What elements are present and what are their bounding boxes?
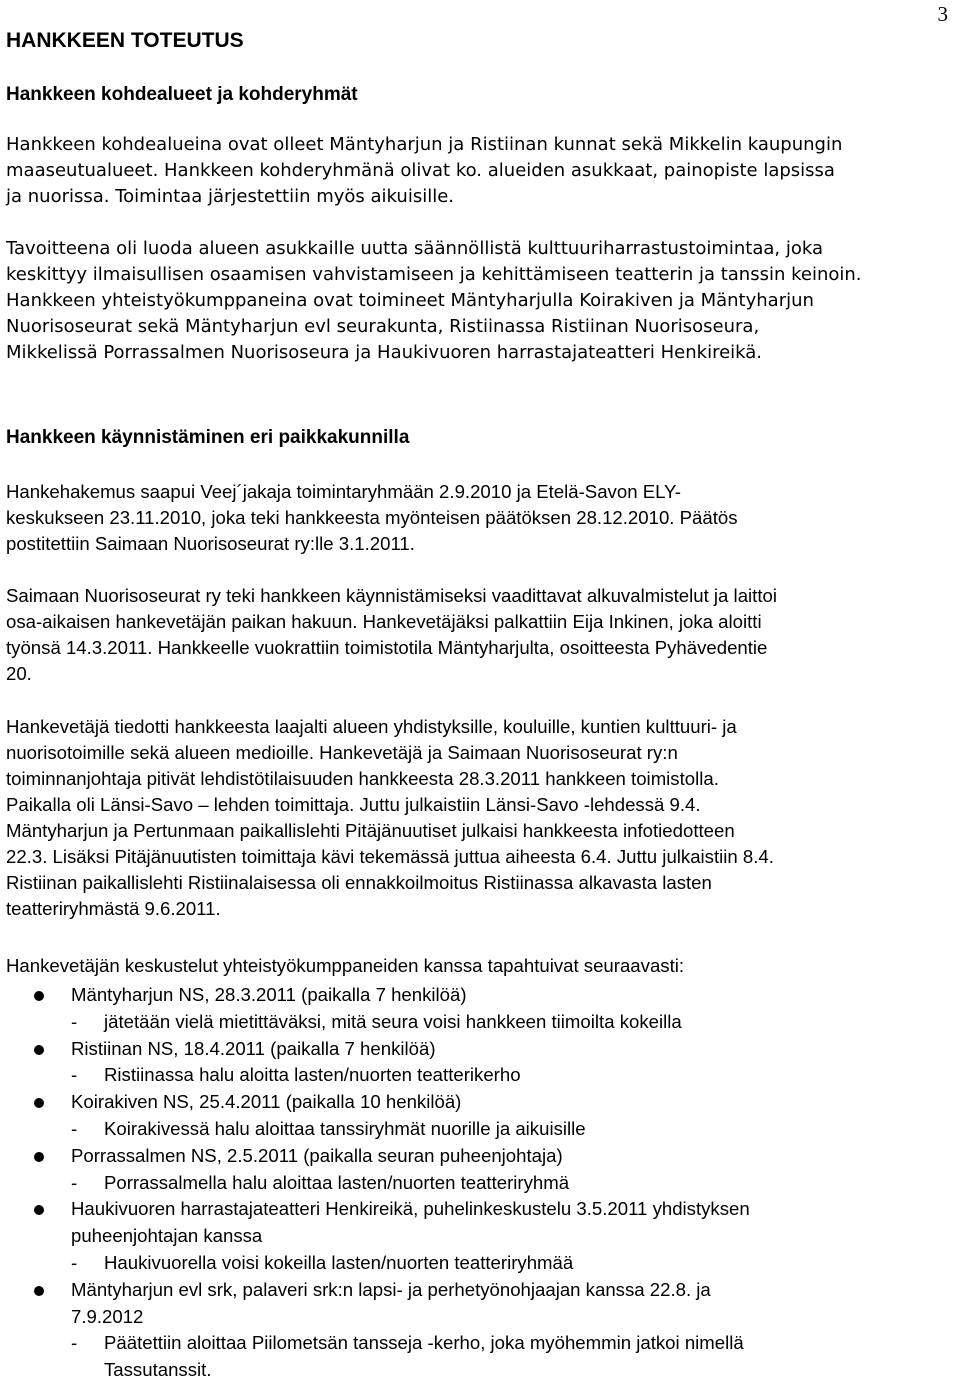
sub-text: Päätettiin aloittaa Piilometsän tansseja -kerho, joka myöhemmin jatkoi nimellä xyxy=(104,1332,744,1354)
list-item-sub xyxy=(71,1330,952,1357)
list-item xyxy=(6,1036,952,1090)
dash: - xyxy=(71,1064,78,1086)
list-item-main: Mäntyharjun evl srk, palaveri srk:n lapsi- ja perhetyönohjaajan kanssa 22.8. ja xyxy=(71,1278,711,1300)
list-item-sub xyxy=(71,1250,952,1277)
text-line: 22.3. Lisäksi Pitäjänuutisten toimittaja kävi tekemässä juttua aiheesta 6.4. Juttu julkaistiin 8.4. xyxy=(6,846,774,867)
section-heading-target-areas: Hankkeen kohdealueet ja kohderyhmät xyxy=(6,84,358,105)
text-line: 20. xyxy=(6,663,32,684)
text-line: Hankehakemus saapui Veej´jakaja toimintaryhmään 2.9.2010 ja Etelä-Savon ELY- xyxy=(6,481,681,502)
sub-text: Ristiinassa halu aloitta lasten/nuorten teatterikerho xyxy=(104,1064,521,1086)
list-item-main: Ristiinan NS, 18.4.2011 (paikalla 7 henkilöä) xyxy=(71,1037,436,1059)
text-line: nuorisotoimille sekä alueen medioille. Hankevetäjä ja Saimaan Nuorisoseurat ry:n xyxy=(6,742,678,763)
text-line: keskittyy ilmaisullisen osaamisen vahvistamiseen ja kehittämiseen teatterin ja tanssin keinoin. xyxy=(6,264,862,285)
list-item-main: Koirakiven NS, 25.4.2011 (paikalla 10 henkilöä) xyxy=(71,1091,462,1113)
list-item xyxy=(6,1277,952,1384)
bullet-icon xyxy=(34,1045,44,1055)
list-item xyxy=(6,982,952,1036)
dash: - xyxy=(71,1171,78,1193)
list-item-sub xyxy=(71,1116,952,1143)
list-item-sub xyxy=(71,1357,952,1384)
bullet-icon xyxy=(34,1286,44,1296)
bullet-icon xyxy=(34,1152,44,1162)
text-line: Tavoitteena oli luoda alueen asukkaille uutta säännöllistä kulttuuriharrastustoimintaa, joka xyxy=(6,238,824,259)
sub-text: Porrassalmella halu aloittaa lasten/nuorten teatteriryhmä xyxy=(104,1171,570,1193)
meetings-list xyxy=(6,982,952,1384)
text-line: osa-aikaisen hankevetäjän paikan hakuun. Hankevetäjäksi palkattiin Eija Inkinen, joka aloitti xyxy=(6,611,762,632)
main-heading: HANKKEEN TOTEUTUS xyxy=(6,29,244,52)
text-line: Nuorisoseurat sekä Mäntyharjun evl seurakunta, Ristiinassa Ristiinan Nuorisoseura, xyxy=(6,316,760,337)
list-item xyxy=(6,1196,952,1276)
text-line: Mäntyharjun ja Pertunmaan paikallislehti Pitäjänuutiset julkaisi hankkeesta infotiedotteen xyxy=(6,820,735,841)
paragraph-goals-partners xyxy=(6,236,952,366)
text-line: Hankkeen kohdealueina ovat olleet Mäntyharjun ja Ristiinan kunnat sekä Mikkelin kaupungin xyxy=(6,134,843,155)
page-number: 3 xyxy=(937,2,948,26)
list-item xyxy=(6,1143,952,1197)
text-line: ja nuorissa. Toimintaa järjestettiin myös aikuisille. xyxy=(6,186,454,207)
dash: - xyxy=(71,1010,78,1032)
dash: - xyxy=(71,1251,78,1273)
text-line: keskukseen 23.11.2010, joka teki hankkeesta myönteisen päätöksen 28.12.2010. Päätös xyxy=(6,507,738,528)
text-line: Hankevetäjä tiedotti hankkeesta laajalti alueen yhdistyksille, kouluille, kuntien kulttuuri- ja xyxy=(6,716,737,737)
section-heading-project-launch: Hankkeen käynnistäminen eri paikkakunnilla xyxy=(6,427,410,448)
dash: - xyxy=(71,1117,78,1139)
text-line: Saimaan Nuorisoseurat ry teki hankkeen käynnistämiseksi vaadittavat alkuvalmistelut ja laittoi xyxy=(6,585,777,606)
text-line: toiminnanjohtaja pitivät lehdistötilaisuuden hankkeesta 28.3.2011 hankkeen toimistolla. xyxy=(6,768,719,789)
text-line: postitettiin Saimaan Nuorisoseurat ry:lle 3.1.2011. xyxy=(6,533,415,554)
paragraph-media xyxy=(6,714,952,922)
bullet-icon xyxy=(34,991,44,1001)
list-item-main: Mäntyharjun NS, 28.3.2011 (paikalla 7 henkilöä) xyxy=(71,984,467,1005)
text-line: työnsä 14.3.2011. Hankkeelle vuokrattiin toimistotila Mäntyharjulta, osoitteesta Pyhävedentie xyxy=(6,637,768,658)
text-line: teatteriryhmästä 9.6.2011. xyxy=(6,898,221,919)
bullet-icon xyxy=(34,1098,44,1108)
dash: - xyxy=(71,1332,78,1354)
text-line: Hankkeen yhteistyökumppaneina ovat toimineet Mäntyharjulla Koirakiven ja Mäntyharjun xyxy=(6,290,814,311)
list-item-main: Haukivuoren harrastajateatteri Henkireikä, puhelinkeskustelu 3.5.2011 yhdistyksen xyxy=(71,1198,750,1220)
list-item-sub xyxy=(71,1062,952,1089)
list-item xyxy=(6,1089,952,1143)
list-intro: Hankevetäjän keskustelut yhteistyökumppaneiden kanssa tapahtuivat seuraavasti: xyxy=(6,955,685,976)
text-line: maaseutualueet. Hankkeen kohderyhmänä olivat ko. alueiden asukkaat, painopiste lapsissa xyxy=(6,160,835,181)
paragraph-target-areas xyxy=(6,132,952,210)
sub-text: Tassutanssit. xyxy=(104,1359,212,1381)
sub-text: jätetään vielä mietittäväksi, mitä seura voisi hankkeen tiimoilta kokeilla xyxy=(104,1010,682,1032)
text-line: Ristiinan paikallislehti Ristiinalaisessa oli ennakkoilmoitus Ristiinassa alkavasta lasten xyxy=(6,872,712,893)
paragraph-hiring xyxy=(6,583,952,687)
list-item-main: puheenjohtajan kanssa xyxy=(71,1225,263,1247)
sub-text: Haukivuorella voisi kokeilla lasten/nuorten teatteriryhmää xyxy=(104,1251,574,1273)
list-item-sub xyxy=(71,1009,952,1036)
text-line: Mikkelissä Porrassalmen Nuorisoseura ja Haukivuoren harrastajateatteri Henkireikä. xyxy=(6,342,763,363)
bullet-icon xyxy=(34,1205,44,1215)
paragraph-application xyxy=(6,479,952,557)
text-line: Paikalla oli Länsi-Savo – lehden toimittaja. Juttu julkaistiin Länsi-Savo -lehdessä 9.4. xyxy=(6,794,701,815)
sub-text: Koirakivessä halu aloittaa tanssiryhmät nuorille ja aikuisille xyxy=(104,1117,586,1139)
list-item-sub xyxy=(71,1170,952,1197)
list-item-main: 7.9.2012 xyxy=(71,1305,144,1327)
list-item-main: Porrassalmen NS, 2.5.2011 (paikalla seuran puheenjohtaja) xyxy=(71,1144,563,1166)
document-page xyxy=(6,0,952,1383)
